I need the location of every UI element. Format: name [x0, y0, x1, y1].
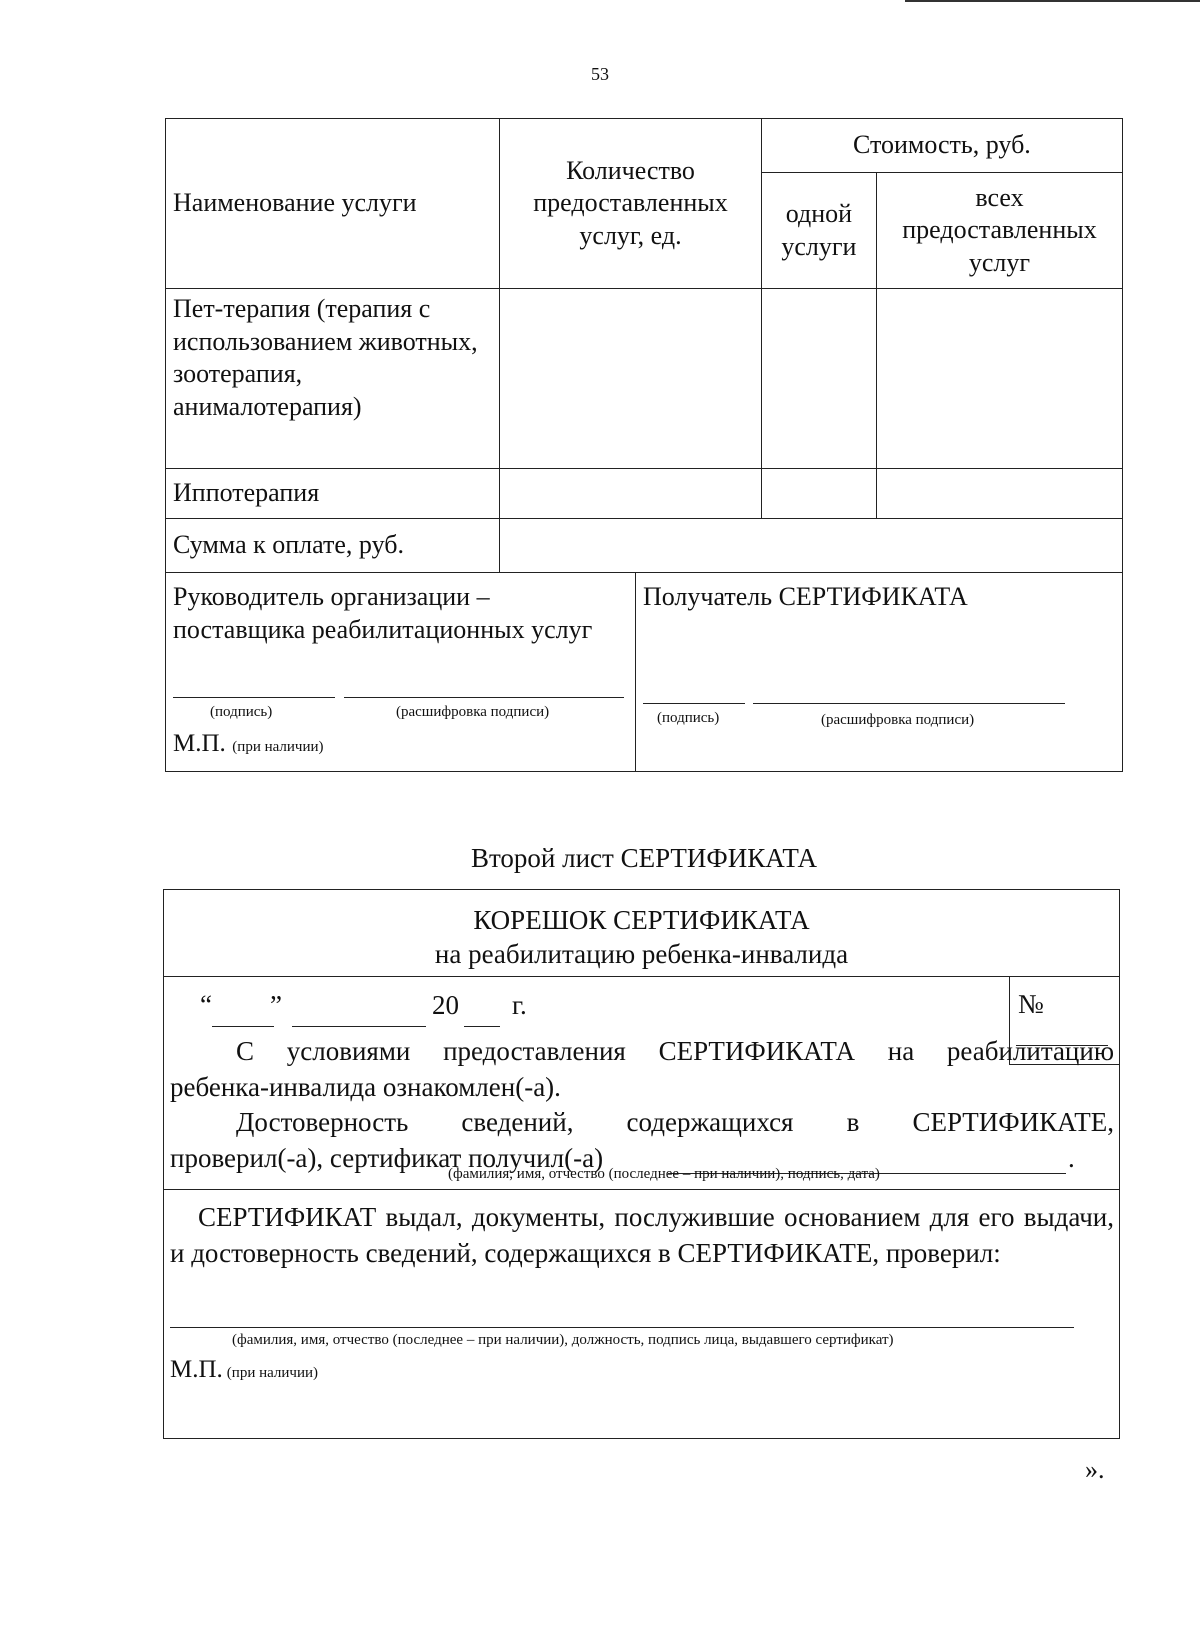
recipient-signature-block — [636, 573, 1122, 771]
issuer-info-field[interactable] — [170, 1327, 1074, 1328]
date-day-field[interactable] — [212, 1026, 274, 1027]
issuer-info-caption: (фамилия, имя, отчество (последнее – при наличии), должность, подпись лица, выдавшего сертификат) — [232, 1332, 894, 1348]
header-cost-one: одной услуги — [761, 173, 876, 289]
para1-line2: ребенка-инвалида ознакомлен(-а). — [170, 1071, 561, 1102]
recipient-info-caption: (фамилия, имя, отчество (последнее – при наличии), подпись, дата) — [448, 1166, 880, 1182]
row-cost-one-cell[interactable] — [761, 289, 876, 469]
stub-stamp — [170, 1356, 318, 1384]
header-service-name: Наименование услуги — [166, 119, 500, 289]
closing-quote: ». — [1085, 1455, 1105, 1484]
para1-line1: С условиями предоставления СЕРТИФИКАТА на реабилитацию — [236, 1036, 1114, 1066]
issuer-paragraph: СЕРТИФИКАТ выдал, документы, послужившие основанием для его выдачи, и достоверность сведений, содержащихся в СЕРТИФИКАТЕ, проверил: — [170, 1202, 1114, 1268]
number-label: № — [1018, 989, 1044, 1019]
header-quantity: Количество предоставленных услуг, ед. — [500, 119, 762, 289]
row-cost-all-cell[interactable] — [876, 289, 1122, 469]
stub-divider — [164, 1189, 1119, 1190]
row-service-name: Пет-терапия (терапия с использованием животных, зоотерапия, анималотерапия) — [166, 289, 500, 469]
recipient-signature-caption: (подпись) — [657, 710, 720, 726]
date-close-quote: ” — [270, 990, 282, 1020]
stamp-label: М.П. — [170, 1356, 223, 1383]
para2-line2: проверил(-а), сертификат получил(-а) — [170, 1142, 604, 1173]
stub-subtitle: на реабилитацию ребенка-инвалида — [434, 938, 849, 969]
second-sheet-title: Второй лист СЕРТИФИКАТА — [470, 843, 818, 873]
certificate-stub — [163, 889, 1120, 1439]
total-row — [166, 519, 1123, 573]
stub-title: КОРЕШОК СЕРТИФИКАТА — [473, 905, 810, 935]
row-cost-all-cell[interactable] — [876, 469, 1122, 519]
para2-line1: Достоверность сведений, содержащихся в СЕРТИФИКАТЕ, — [236, 1107, 1114, 1138]
table-row — [166, 469, 1123, 519]
recipient-decode-line[interactable] — [753, 703, 1065, 704]
date-line — [200, 990, 600, 1030]
recipient-label: Получатель СЕРТИФИКАТА — [643, 582, 968, 611]
recipient-decode-caption: (расшифровка подписи) — [821, 712, 975, 728]
header-cost-all: всех предоставленных услуг — [876, 173, 1122, 289]
provider-signature-line[interactable] — [173, 697, 335, 698]
stub-header — [164, 890, 1119, 977]
provider-signature-block — [166, 573, 636, 771]
date-open-quote: “ — [200, 990, 212, 1020]
services-table — [165, 118, 1123, 772]
para2-end: . — [1068, 1142, 1075, 1173]
provider-decode-line[interactable] — [344, 697, 624, 698]
date-year-field[interactable] — [464, 1026, 500, 1027]
date-year-suffix: г. — [512, 990, 527, 1020]
total-label: Сумма к оплате, руб. — [166, 519, 500, 573]
row-service-name: Иппотерапия — [166, 469, 500, 519]
stamp-note: (при наличии) — [226, 1365, 319, 1381]
provider-signature-caption: (подпись) — [210, 704, 273, 720]
table-row — [166, 289, 1123, 469]
acknowledgement-paragraph — [170, 1034, 1114, 1177]
date-year-prefix: 20 — [432, 990, 459, 1020]
header-cost: Стоимость, руб. — [761, 119, 1122, 173]
page-number: 53 — [591, 64, 609, 84]
top-edge-line — [905, 0, 1200, 2]
signature-row — [166, 573, 1123, 772]
row-quantity-cell[interactable] — [500, 469, 762, 519]
row-cost-one-cell[interactable] — [761, 469, 876, 519]
provider-head-label: Руководитель организации – поставщика реабилитационных услуг — [173, 582, 593, 644]
row-quantity-cell[interactable] — [500, 289, 762, 469]
provider-decode-caption: (расшифровка подписи) — [396, 704, 550, 720]
stamp-note: (при наличии) — [232, 739, 324, 755]
date-month-field[interactable] — [292, 1026, 426, 1027]
total-amount-cell[interactable] — [500, 519, 1123, 573]
provider-stamp — [173, 727, 324, 760]
stamp-label: М.П. — [173, 730, 226, 757]
recipient-signature-line[interactable] — [643, 703, 745, 704]
